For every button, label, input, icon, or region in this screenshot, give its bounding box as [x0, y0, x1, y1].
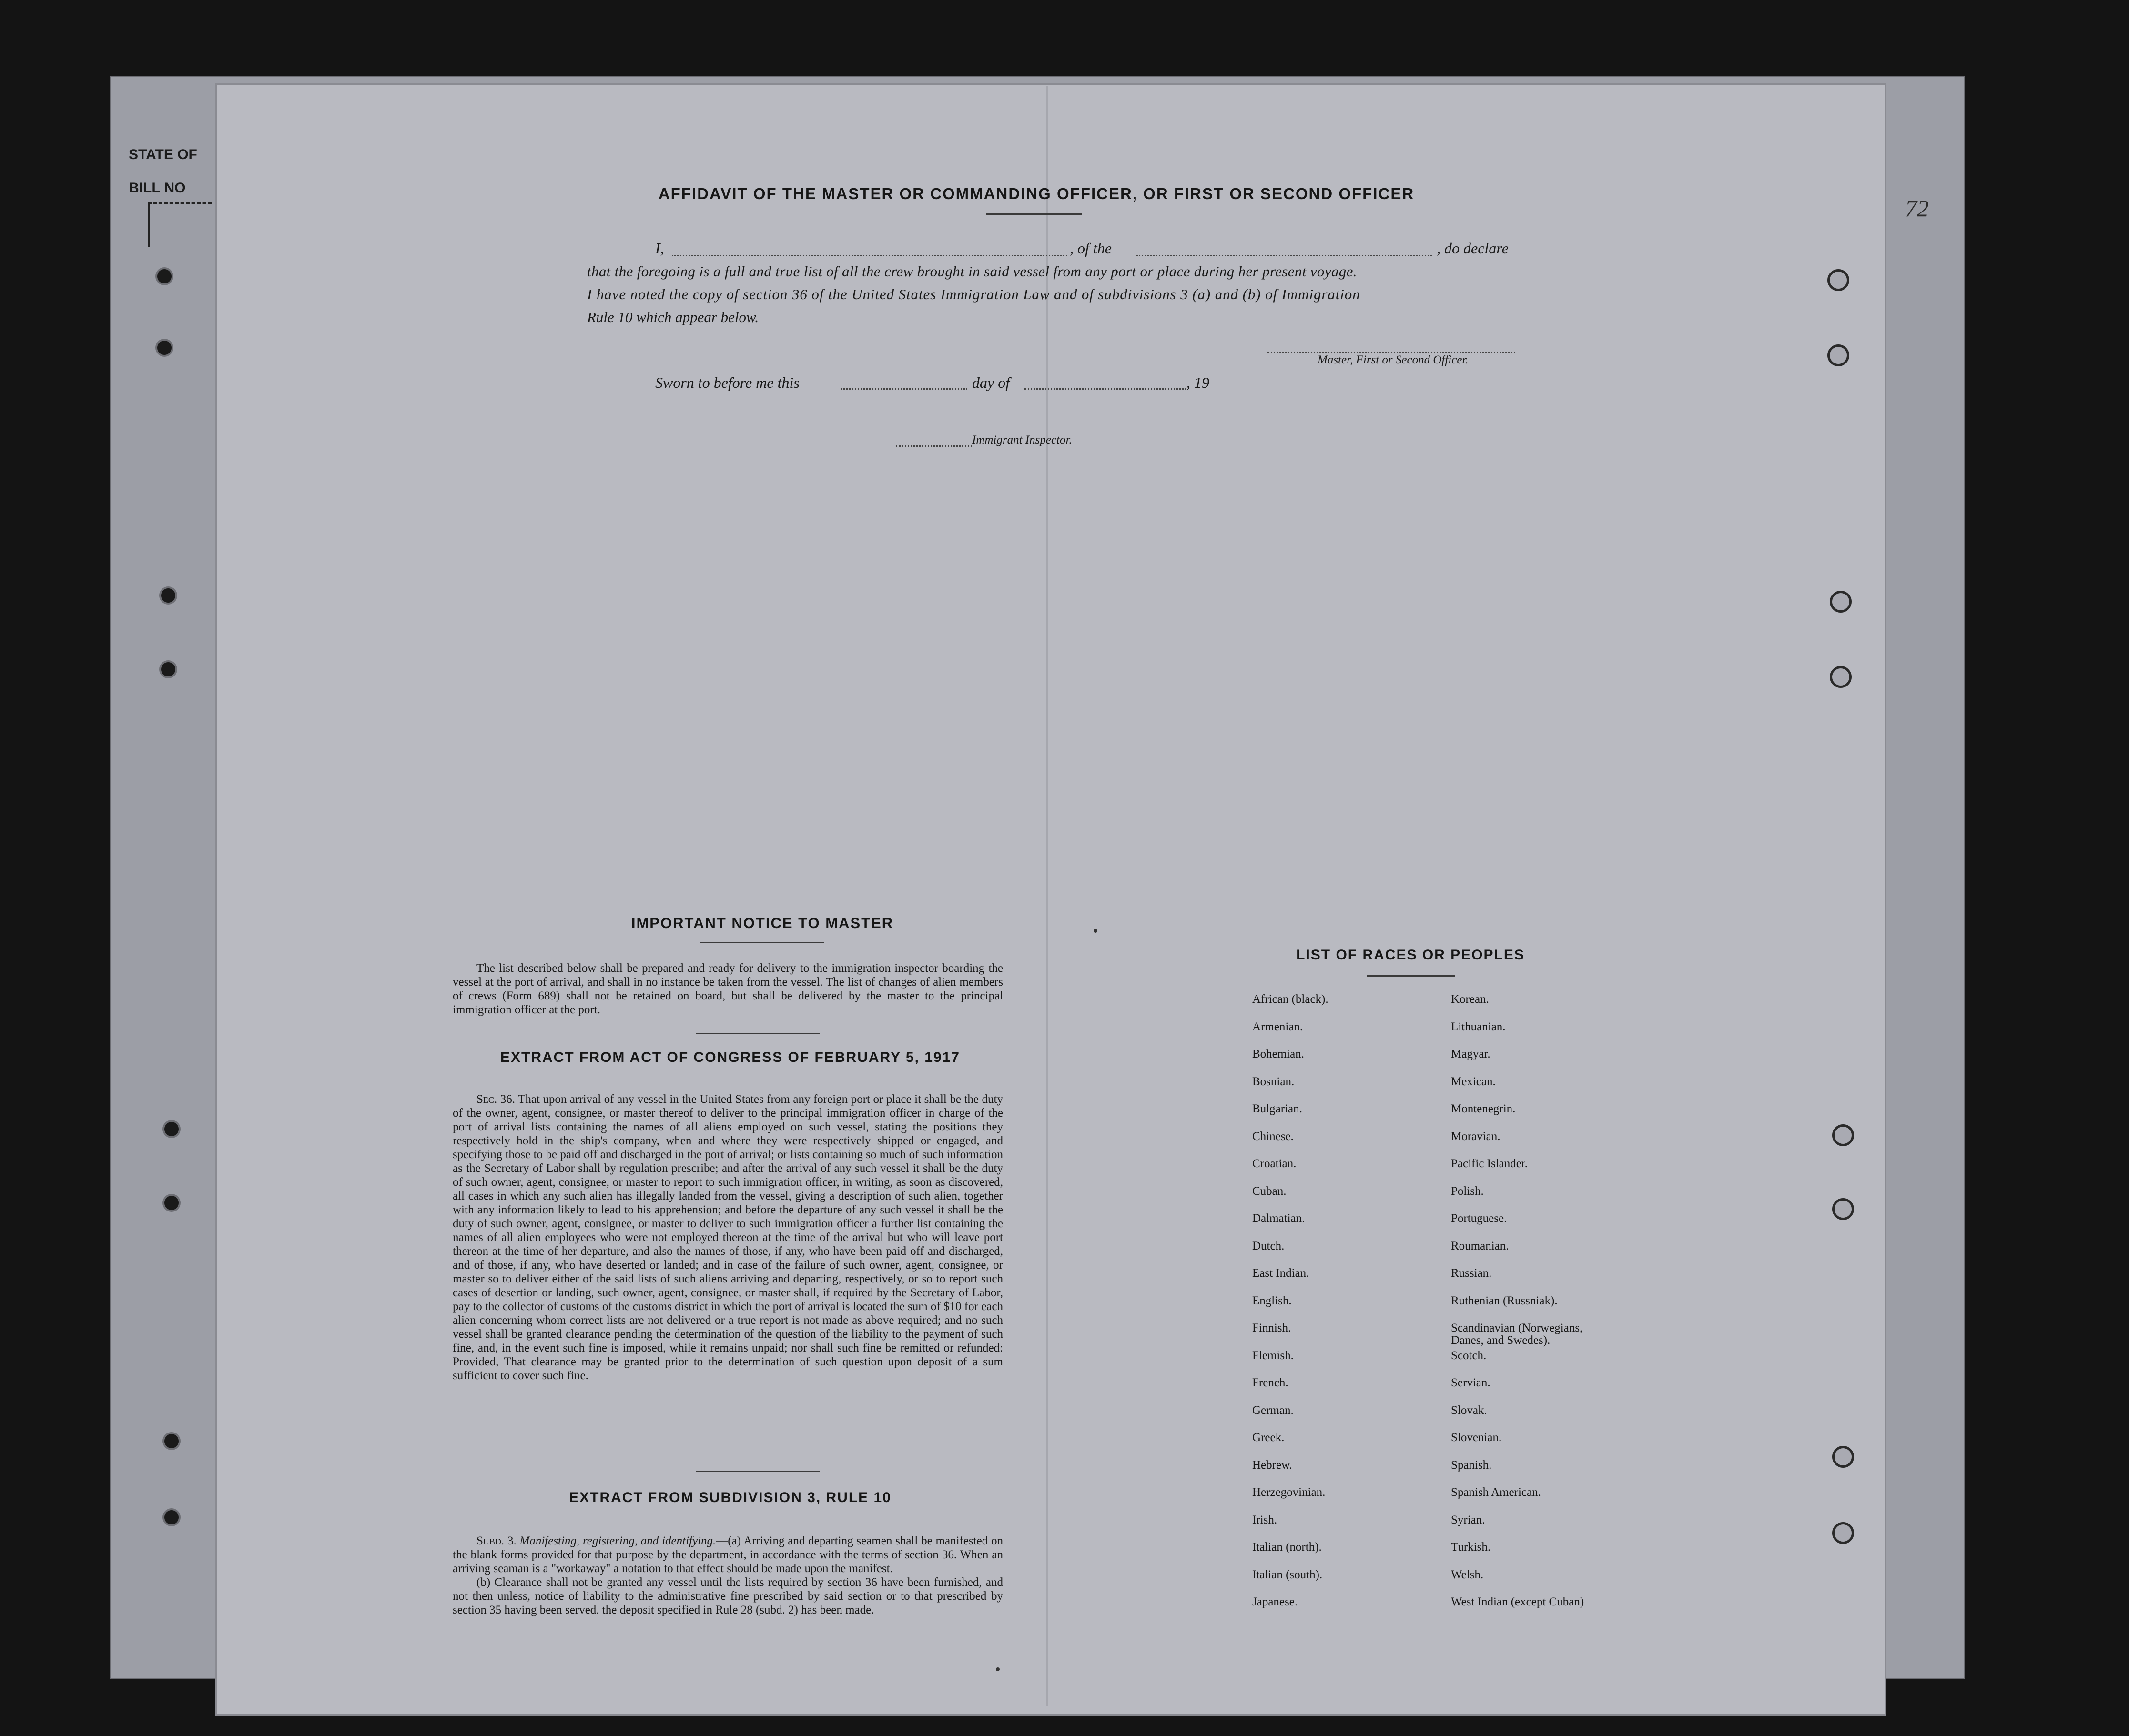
race-item: Dutch. [1252, 1239, 1285, 1252]
affidavit-line1-start: I, [655, 240, 664, 257]
sworn-day-field[interactable] [841, 388, 967, 390]
binder-ring [1827, 344, 1849, 366]
binder-hole [157, 341, 172, 355]
binder-ring [1832, 1198, 1854, 1220]
race-item: Turkish. [1451, 1541, 1491, 1554]
sworn-start: Sworn to before me this [655, 374, 800, 391]
race-item: Moravian. [1451, 1130, 1500, 1143]
binder-ring [1832, 1446, 1854, 1468]
name-field[interactable] [672, 255, 1067, 256]
affidavit-line4: Rule 10 which appear below. [587, 309, 759, 325]
race-item: African (black). [1252, 993, 1328, 1006]
race-item: Russian. [1451, 1267, 1492, 1280]
race-item: English. [1252, 1294, 1292, 1307]
race-item: Croatian. [1252, 1157, 1297, 1170]
race-item: German. [1252, 1403, 1294, 1417]
races-rule [1367, 975, 1455, 977]
binder-hole [161, 662, 175, 676]
vessel-field[interactable] [1136, 255, 1432, 256]
race-item: Slovenian. [1451, 1431, 1502, 1444]
act-title: EXTRACT FROM ACT OF CONGRESS OF FEBRUARY 5, 1917 [500, 1050, 960, 1065]
race-item: Irish. [1252, 1513, 1277, 1526]
notice-rule [700, 942, 824, 943]
race-item: Scandinavian (Norwegians, Danes, and Swedes). [1451, 1322, 1583, 1347]
race-item: Scotch. [1451, 1349, 1487, 1362]
race-item: East Indian. [1252, 1267, 1309, 1280]
race-item: Hebrew. [1252, 1458, 1292, 1472]
binder-ring [1832, 1522, 1854, 1544]
race-item: Lithuanian. [1451, 1020, 1506, 1033]
notice-text: The list described below shall be prepared and ready for delivery to the immigration inspector boarding the vessel at the port of arrival, and shall in no instance be taken from the vessel. The list of changes of alien members of crews (Form 689) shall not be retained on board, but shall be delivered by the master to the principal immigration officer at the port. [453, 962, 1003, 1016]
binder-hole [164, 1510, 179, 1524]
ink-speck [1094, 929, 1097, 933]
race-item: Greek. [1252, 1431, 1285, 1444]
race-item: Spanish. [1451, 1458, 1492, 1472]
inspector-label: Immigrant Inspector. [972, 434, 1072, 446]
race-item: Syrian. [1451, 1513, 1485, 1526]
sworn-month-field[interactable] [1024, 388, 1186, 390]
race-item: Spanish American. [1451, 1486, 1541, 1499]
binder-ring [1830, 666, 1852, 688]
race-item: Cuban. [1252, 1184, 1287, 1198]
race-item: West Indian (except Cuban) [1451, 1595, 1584, 1608]
notice-title: IMPORTANT NOTICE TO MASTER [631, 915, 894, 931]
race-item: Dalmatian. [1252, 1212, 1305, 1225]
race-item: Portuguese. [1451, 1212, 1507, 1225]
race-item: Japanese. [1252, 1595, 1298, 1608]
races-title: LIST OF RACES OR PEOPLES [1296, 947, 1525, 963]
inspector-field[interactable] [896, 445, 972, 447]
race-item: Welsh. [1451, 1568, 1484, 1581]
race-item: Bosnian. [1252, 1075, 1295, 1088]
race-item: Pacific Islander. [1451, 1157, 1528, 1170]
race-item: Mexican. [1451, 1075, 1496, 1088]
notice-divider [696, 1033, 820, 1034]
race-item: Armenian. [1252, 1020, 1303, 1033]
act-divider [696, 1471, 820, 1472]
race-item: French. [1252, 1376, 1288, 1389]
act-text: Sec. 36. That upon arrival of any vessel in the United States from any foreign port or place it shall be the duty of the owner, agent, consignee, or master thereof to deliver to the principal immigration officer in charge of the port of arrival lists containing the names of all aliens employed on such vessel, stating the positions they respectively hold in the ship's company, when and where they were respectively shipped or engaged, and specifying those to be paid off and discharged in the port of arrival; or lists containing so much of such information as the Secretary of Labor shall by regulation prescribe; and after the arrival of any such vessel it shall be the duty of such owner, agent, consignee, or master to report to such immigration officer, in writing, as soon as discovered, all cases in which any such alien has illegally landed from the vessel, giving a description of such alien, together with any information likely to lead to his apprehension; and before the departure of any such vessel it shall be the duty of such owner, agent, consignee, or master to deliver to such immigration officer a further list containing the names of all alien employees who were not employed thereon at the time of the arrival but who will leave port thereon at the time of her departure, and also the names of those, if any, who have been paid off and discharged, and of those, if any, who have deserted or landed; and in case of the failure of such owner, agent, consignee, or master so to deliver either of the said lists of such aliens arriving and departing, respectively, or so to report such cases of desertion or landing, such owner, agent, consignee, or master shall, if required by the Secretary of Labor, pay to the collector of customs of the customs district in which the port of arrival is located the sum of $10 for each alien concerning whom correct lists are not delivered or a true report is not made as above required; and no such vessel shall be granted clearance pending the determination of the question of the liability to the payment of such fine, and, in the event such fine is imposed, while it remains unpaid; nor shall such fine be remitted or refunded: Provided, That clearance may be granted prior to the determination of such question upon deposit of a sum sufficient to cover such fine. [453, 1093, 1003, 1382]
race-item: Ruthenian (Russniak). [1451, 1294, 1558, 1307]
race-item: Servian. [1451, 1376, 1490, 1389]
page-number: 72 [1905, 195, 1929, 222]
races-column-left [1252, 993, 1462, 1624]
subdivision-text: Subd. 3. Manifesting, registering, and identifying.—(a) Arriving and departing seamen shall be manifested on the blank forms provided for that purpose by the department, in accordance with the terms of section 36. When an arriving seaman is a "workaway" a notation to that effect should be made upon the manifest. (b) Clearance shall not be granted any vessel until the lists required by section 36 have been furnished, and not then unless, notice of liability to the administrative fine prescribed by said section or to that prescribed by section 35 having been served, the deposit specified in Rule 28 (subd. 2) has been made. [453, 1534, 1003, 1616]
affidavit-line1-end: , do declare [1437, 240, 1509, 257]
race-item: Chinese. [1252, 1130, 1294, 1143]
race-item: Flemish. [1252, 1349, 1294, 1362]
race-item: Herzegovinian. [1252, 1486, 1326, 1499]
binder-ring [1832, 1124, 1854, 1146]
binder-hole [164, 1122, 179, 1136]
binder-hole [164, 1434, 179, 1448]
binder-ring [1830, 591, 1852, 613]
race-item: Slovak. [1451, 1403, 1487, 1417]
binder-ring [1827, 269, 1849, 291]
page-fold [1046, 86, 1048, 1706]
race-item: Roumanian. [1451, 1239, 1509, 1252]
signature-field[interactable] [1267, 352, 1515, 353]
race-item: Korean. [1451, 993, 1489, 1006]
race-item: Finnish. [1252, 1322, 1291, 1334]
race-item: Montenegrin. [1451, 1102, 1516, 1115]
race-item: Polish. [1451, 1184, 1484, 1198]
title-rule [986, 213, 1082, 215]
sworn-end: , 19 [1186, 374, 1209, 391]
race-item: Magyar. [1451, 1048, 1490, 1060]
race-item: Italian (north). [1252, 1541, 1322, 1554]
left-strip-label: STATE OF BILL NO [129, 147, 197, 196]
affidavit-line3: I have noted the copy of section 36 of the United States Immigration Law and of subdivisions 3 (a) and (b) of Immigration [587, 286, 1360, 303]
signature-label: Master, First or Second Officer. [1318, 353, 1469, 366]
binder-hole [157, 269, 172, 283]
binder-hole [161, 588, 175, 603]
race-item: Bulgarian. [1252, 1102, 1302, 1115]
race-item: Italian (south). [1252, 1568, 1323, 1581]
subdivision-title: EXTRACT FROM SUBDIVISION 3, RULE 10 [569, 1490, 892, 1505]
ink-speck [996, 1667, 1000, 1671]
sworn-mid: day of [972, 374, 1010, 391]
binder-hole [164, 1196, 179, 1210]
affidavit-line1-mid: , of the [1070, 240, 1112, 257]
affidavit-title: AFFIDAVIT OF THE MASTER OR COMMANDING OFFICER, OR FIRST OR SECOND OFFICER [658, 185, 1415, 202]
affidavit-line2: that the foregoing is a full and true list of all the crew brought in said vessel from any port or place during her present voyage. [587, 263, 1357, 280]
races-column-right [1451, 993, 1699, 1624]
race-item: Bohemian. [1252, 1048, 1305, 1060]
left-strip-box [148, 202, 212, 247]
